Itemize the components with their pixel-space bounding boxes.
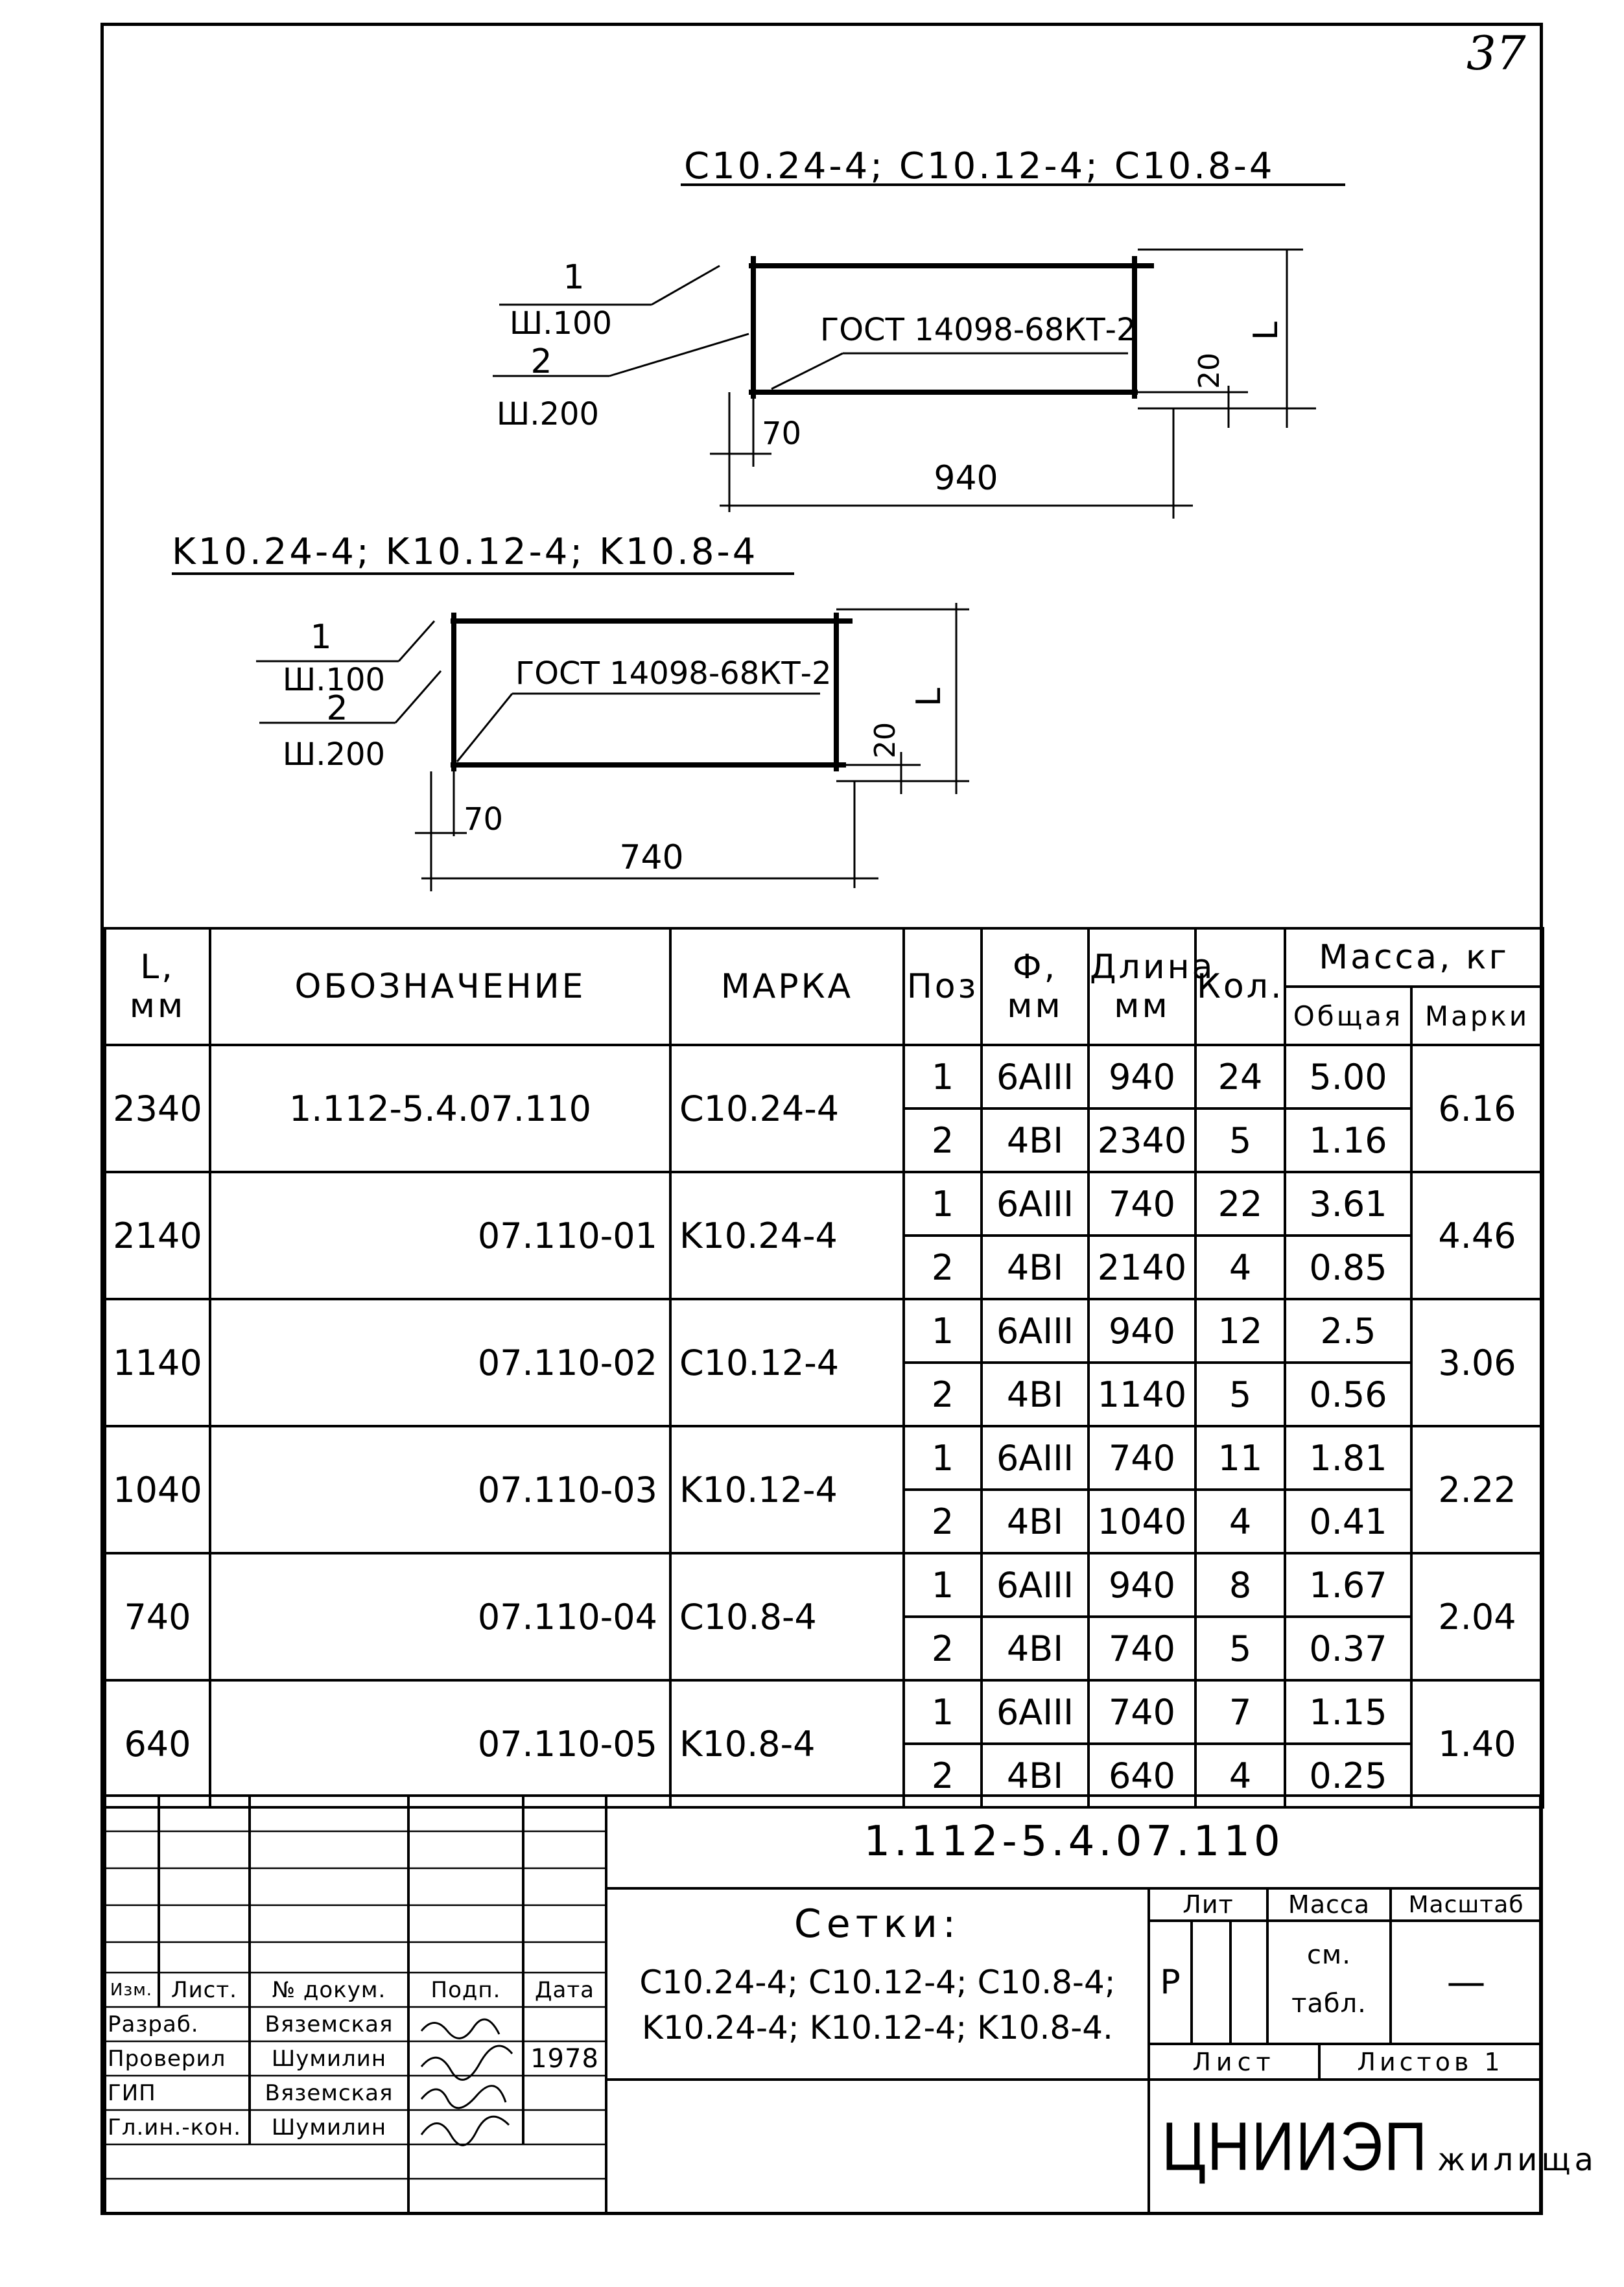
specification-table	[104, 927, 1544, 1809]
cell-len: 640	[1089, 1744, 1195, 1807]
cell-pos: 1	[904, 1045, 982, 1108]
cell-designation: 07.110-03	[210, 1426, 670, 1553]
cell-dia: 4BI	[982, 1108, 1089, 1172]
cell-pos: 1	[904, 1299, 982, 1363]
header-mass-mark: Марки	[1411, 987, 1543, 1045]
cell-mass: 0.85	[1285, 1236, 1411, 1299]
cell-designation: 07.110-01	[210, 1172, 670, 1299]
cell-pos: 2	[904, 1363, 982, 1426]
col-header-date: Дата	[534, 1976, 595, 2003]
name-checker: Шумилин	[271, 2045, 387, 2072]
drawing2-weld-note: ГОСТ 14098-68КТ-2	[515, 655, 832, 692]
scale-value: —	[1446, 1960, 1486, 2005]
cell-mass: 1.81	[1285, 1426, 1411, 1490]
cell-mass-mark: 3.06	[1411, 1299, 1543, 1426]
cell-mass: 0.56	[1285, 1363, 1411, 1426]
cell-mass-mark: 2.04	[1411, 1553, 1543, 1680]
table-row	[105, 1680, 1543, 1744]
table-row	[105, 1299, 1543, 1363]
drawing1-weld-note: ГОСТ 14098-68КТ-2	[820, 312, 1136, 348]
cell-l: 640	[105, 1680, 210, 1807]
header-mass: Масса, кг	[1285, 928, 1543, 987]
header-l: L, мм	[105, 928, 210, 1045]
cell-len: 940	[1089, 1045, 1195, 1108]
cell-len: 1040	[1089, 1490, 1195, 1553]
cell-qty: 5	[1195, 1617, 1285, 1680]
drawing1-bar2-spacing: Ш.200	[496, 396, 600, 432]
name-chief-engineer: Вяземская	[265, 2080, 394, 2106]
role-checker: Проверил	[108, 2045, 226, 2072]
cell-dia: 4BI	[982, 1236, 1089, 1299]
mass-value-line1: см.	[1307, 1940, 1351, 1970]
cell-mark: K10.12-4	[670, 1426, 904, 1553]
title-block	[104, 1794, 1597, 2214]
cell-dia: 6AIII	[982, 1553, 1089, 1617]
cell-mark: K10.24-4	[670, 1172, 904, 1299]
table-row	[105, 1426, 1543, 1490]
cell-mass: 1.67	[1285, 1553, 1411, 1617]
cell-qty: 4	[1195, 1236, 1285, 1299]
drawing1-dim-length: L	[1247, 322, 1286, 340]
header-mark: МАРКА	[670, 928, 904, 1045]
mass-label: Масса	[1288, 1890, 1371, 1919]
sheet-label: Лист	[1192, 2047, 1276, 2076]
cell-len: 2140	[1089, 1236, 1195, 1299]
drawing2-title: K10.24-4; K10.12-4; K10.8-4	[172, 531, 759, 573]
drawing1-dim-edge: 20	[1193, 353, 1226, 389]
cell-dia: 4BI	[982, 1744, 1089, 1807]
col-header-doc: № докум.	[272, 1976, 386, 2003]
cell-len: 940	[1089, 1299, 1195, 1363]
cell-pos: 1	[904, 1553, 982, 1617]
cell-qty: 4	[1195, 1744, 1285, 1807]
cell-qty: 5	[1195, 1108, 1285, 1172]
drawing1-bar1-pos: 1	[563, 258, 585, 297]
cell-pos: 1	[904, 1680, 982, 1744]
cell-l: 1040	[105, 1426, 210, 1553]
table-row	[105, 1553, 1543, 1617]
header-diameter: Ф, мм	[982, 928, 1089, 1045]
mass-value-line2: табл.	[1291, 1988, 1367, 2019]
drawing2-dim-edge: 20	[869, 722, 902, 758]
cell-mass-mark: 1.40	[1411, 1680, 1543, 1807]
drawing1-bar1-spacing: Ш.100	[509, 305, 613, 342]
cell-len: 740	[1089, 1172, 1195, 1236]
drawing2-dim-length: L	[910, 688, 948, 707]
cell-mass: 2.5	[1285, 1299, 1411, 1363]
cell-mass: 0.37	[1285, 1617, 1411, 1680]
drawing2-bar2-pos: 2	[326, 689, 348, 728]
cell-pos: 2	[904, 1744, 982, 1807]
cell-dia: 6AIII	[982, 1045, 1089, 1108]
organization-block	[1149, 2080, 1597, 2214]
cell-mark: C10.24-4	[670, 1045, 904, 1172]
header-pos: Поз	[904, 928, 982, 1045]
cell-dia: 4BI	[982, 1490, 1089, 1553]
header-length: Длина мм	[1089, 928, 1195, 1045]
cell-designation: 1.112-5.4.07.110	[210, 1045, 670, 1172]
cell-mark: C10.8-4	[670, 1553, 904, 1680]
role-chief-designer: Гл.ин.-кон.	[108, 2114, 242, 2140]
drawing2-dim-offset: 70	[464, 801, 504, 838]
name-chief-designer: Шумилин	[271, 2114, 387, 2140]
cell-qty: 5	[1195, 1363, 1285, 1426]
cell-qty: 8	[1195, 1553, 1285, 1617]
drawing2-bar1-spacing: Ш.100	[282, 662, 386, 698]
sheet-subtitle-line1: C10.24-4; C10.12-4; C10.8-4;	[639, 1964, 1116, 2001]
cell-l: 2340	[105, 1045, 210, 1172]
cell-designation: 07.110-04	[210, 1553, 670, 1680]
cell-mark: C10.12-4	[670, 1299, 904, 1426]
name-developer: Вяземская	[265, 2011, 394, 2037]
organization-name: ЦНИИЭП	[1162, 2108, 1428, 2185]
cell-mass: 0.25	[1285, 1744, 1411, 1807]
document-code: 1.112-5.4.07.110	[864, 1817, 1284, 1866]
role-developer: Разраб.	[108, 2011, 199, 2037]
organization-subname: жилища	[1437, 2142, 1597, 2178]
header-qty: Кол.	[1195, 928, 1285, 1045]
cell-pos: 1	[904, 1426, 982, 1490]
col-header-sign: Подп.	[430, 1976, 501, 2003]
cell-designation: 07.110-02	[210, 1299, 670, 1426]
drawing2-bar2-spacing: Ш.200	[282, 736, 386, 773]
lit-label: Лит	[1183, 1890, 1234, 1919]
lit-value: Р	[1160, 1963, 1181, 2002]
date-checker: 1978	[530, 2043, 599, 2074]
cell-mass: 1.15	[1285, 1680, 1411, 1744]
cell-dia: 6AIII	[982, 1299, 1089, 1363]
cell-mass-mark: 2.22	[1411, 1426, 1543, 1553]
cell-mass: 1.16	[1285, 1108, 1411, 1172]
cell-len: 740	[1089, 1680, 1195, 1744]
cell-pos: 1	[904, 1172, 982, 1236]
cell-dia: 4BI	[982, 1363, 1089, 1426]
cell-pos: 2	[904, 1617, 982, 1680]
header-mass-total: Общая	[1285, 987, 1411, 1045]
cell-qty: 11	[1195, 1426, 1285, 1490]
col-header-list: Лист.	[171, 1976, 237, 2003]
cell-len: 940	[1089, 1553, 1195, 1617]
cell-qty: 24	[1195, 1045, 1285, 1108]
drawing2-bar1-pos: 1	[310, 618, 332, 657]
cell-pos: 2	[904, 1490, 982, 1553]
cell-qty: 7	[1195, 1680, 1285, 1744]
drawing1-bar2-pos: 2	[530, 342, 552, 381]
cell-mass-mark: 6.16	[1411, 1045, 1543, 1172]
cell-l: 2140	[105, 1172, 210, 1299]
cell-designation: 07.110-05	[210, 1680, 670, 1807]
drawing1-dim-width: 940	[934, 459, 998, 498]
table-row	[105, 1045, 1543, 1108]
drawings-area	[0, 0, 1624, 927]
scale-label: Масштаб	[1408, 1891, 1524, 1918]
cell-len: 740	[1089, 1617, 1195, 1680]
header-designation: ОБОЗНАЧЕНИЕ	[210, 928, 670, 1045]
table-row	[105, 1172, 1543, 1236]
drawing1-dim-offset: 70	[762, 416, 802, 452]
cell-len: 1140	[1089, 1363, 1195, 1426]
cell-len: 2340	[1089, 1108, 1195, 1172]
cell-len: 740	[1089, 1426, 1195, 1490]
sheet-title: Сетки:	[794, 1901, 961, 1947]
cell-l: 1140	[105, 1299, 210, 1426]
cell-qty: 4	[1195, 1490, 1285, 1553]
cell-dia: 4BI	[982, 1617, 1089, 1680]
cell-mass: 3.61	[1285, 1172, 1411, 1236]
cell-qty: 12	[1195, 1299, 1285, 1363]
cell-pos: 2	[904, 1108, 982, 1172]
cell-l: 740	[105, 1553, 210, 1680]
sheet-subtitle-line2: K10.24-4; K10.12-4; K10.8-4.	[642, 2009, 1113, 2047]
col-header-izm: Изм.	[110, 1980, 153, 2000]
cell-dia: 6AIII	[982, 1680, 1089, 1744]
role-chief-engineer: ГИП	[108, 2080, 156, 2106]
cell-qty: 22	[1195, 1172, 1285, 1236]
sheet-number: 37	[1466, 26, 1526, 80]
cell-mass-mark: 4.46	[1411, 1172, 1543, 1299]
cell-mass: 5.00	[1285, 1045, 1411, 1108]
drawing2-dim-width: 740	[619, 838, 684, 877]
cell-pos: 2	[904, 1236, 982, 1299]
cell-dia: 6AIII	[982, 1426, 1089, 1490]
cell-dia: 6AIII	[982, 1172, 1089, 1236]
cell-mass: 0.41	[1285, 1490, 1411, 1553]
drawing1-title: C10.24-4; C10.12-4; C10.8-4	[684, 145, 1275, 187]
sheets-label: Листов 1	[1357, 2047, 1504, 2076]
cell-mark: K10.8-4	[670, 1680, 904, 1807]
